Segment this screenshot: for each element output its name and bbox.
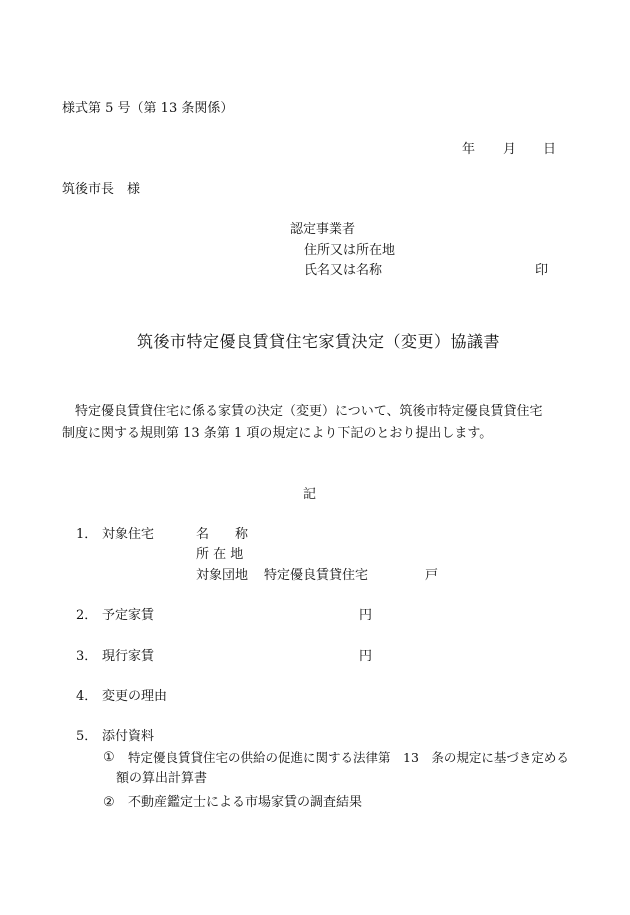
body-line-1: 特定優良賃貸住宅に係る家賃の決定（変更）について、筑後市特定優良賃貸住宅 <box>75 404 543 419</box>
item-4-number: 4． <box>76 689 98 704</box>
item-1-label: 対象住宅 <box>102 527 155 542</box>
item-1-number: 1． <box>76 527 98 542</box>
item-4-label: 変更の理由 <box>102 689 168 704</box>
item-1-unit: 戸 <box>425 568 439 583</box>
applicant-name-label: 氏名又は名称 <box>304 263 383 278</box>
applicant-address-label: 住所又は所在地 <box>304 243 396 258</box>
item-1-complex-label: 対象団地 <box>196 568 249 583</box>
body-line-2: 制度に関する規則第 13 条第 1 項の規定により下記のとおり提出します。 <box>62 426 493 441</box>
attachment-2-mark: ② <box>103 795 115 810</box>
document-title: 筑後市特定優良賃貸住宅家賃決定（変更）協議書 <box>137 332 501 351</box>
addressee: 筑後市長 様 <box>62 182 141 197</box>
item-2-number: 2． <box>76 608 98 623</box>
item-5-label: 添付資料 <box>102 729 155 744</box>
item-1-name-label: 名 称 <box>196 527 249 542</box>
seal-mark: 印 <box>535 263 549 278</box>
item-1-complex-value: 特定優良賃貸住宅 <box>264 568 369 583</box>
date-month-label: 月 <box>503 142 517 157</box>
applicant-role: 認定事業者 <box>290 222 356 237</box>
item-2-label: 予定家賃 <box>102 608 155 623</box>
item-3-unit: 円 <box>359 649 373 664</box>
date-year-label: 年 <box>462 142 476 157</box>
attachment-1-mark: ① <box>103 750 115 765</box>
item-1-location-label: 所 在 地 <box>196 547 244 562</box>
ki-heading: 記 <box>303 487 317 502</box>
item-2-unit: 円 <box>359 608 373 623</box>
attachment-2-line-1: 不動産鑑定士による市場家賃の調査結果 <box>128 795 363 810</box>
attachment-1-line-2: 額の算出計算書 <box>116 771 208 786</box>
date-day-label: 日 <box>543 142 557 157</box>
form-number: 様式第 5 号（第 13 条関係） <box>62 101 234 116</box>
item-5-number: 5． <box>76 729 98 744</box>
attachment-1-line-1: 特定優良賃貸住宅の供給の促進に関する法律第 13 条の規定に基づき定める <box>128 750 569 765</box>
item-3-number: 3． <box>76 649 98 664</box>
item-3-label: 現行家賃 <box>102 649 155 664</box>
